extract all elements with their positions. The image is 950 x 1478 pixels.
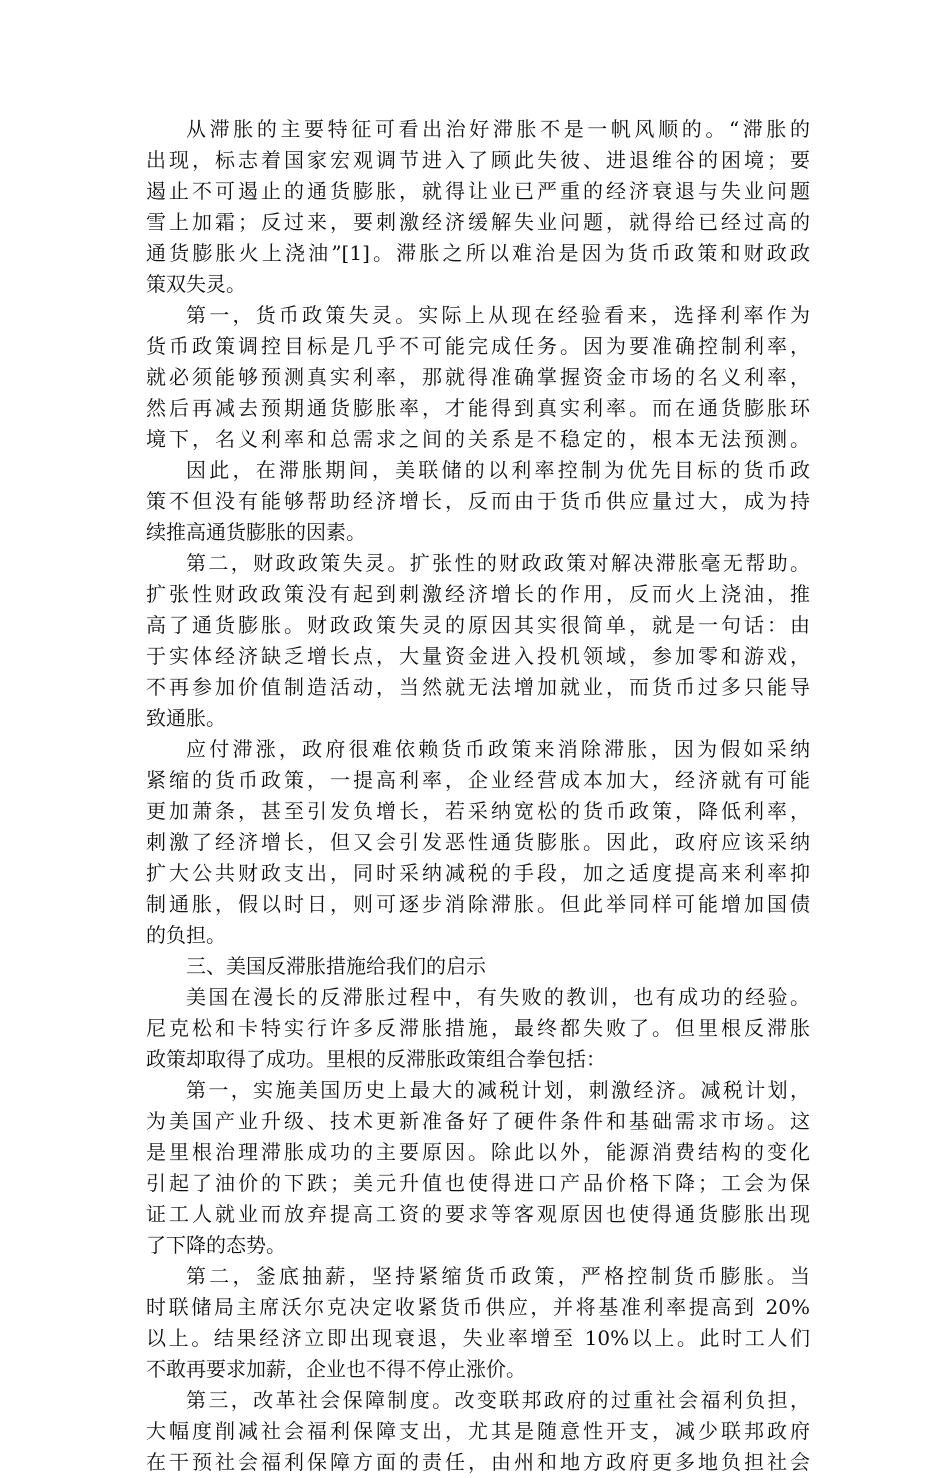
text-line: 出现，标志着国家宏观调节进入了顾此失彼、进退维谷的困境；要 xyxy=(146,148,810,172)
text-line: 证工人就业而放弃提高工资的要求等客观原因也使得通货膨胀出现 xyxy=(146,1202,810,1226)
text-line: 因此，在滞胀期间，美联储的以利率控制为优先目标的货币政 xyxy=(186,458,810,482)
text-line: 的负担。 xyxy=(146,923,226,947)
text-line: 然后再减去预期通货膨胀率，才能得到真实利率。而在通货膨胀环 xyxy=(146,396,810,420)
document-page xyxy=(146,114,810,1478)
text-line: 第二，釜底抽薪，坚持紧缩货币政策，严格控制货币膨胀。当 xyxy=(186,1264,810,1288)
text-line: 不再参加价值制造活动，当然就无法增加就业，而货币过多只能导 xyxy=(146,675,810,699)
text-line: 第三，改革社会保障制度。改变联邦政府的过重社会福利负担， xyxy=(186,1388,810,1412)
text-line: 货币政策调控目标是几乎不可能完成任务。因为要准确控制利率， xyxy=(146,334,810,358)
text-line: 制通胀，假以时日，则可逐步消除滞胀。但此举同样可能增加国债 xyxy=(146,892,810,916)
text-line: 策不但没有能够帮助经济增长，反而由于货币供应量过大，成为持 xyxy=(146,489,810,513)
text-line: 了下降的态势。 xyxy=(146,1233,286,1257)
text-line: 策双失灵。 xyxy=(146,272,246,296)
text-line: 雪上加霜；反过来，要刺激经济缓解失业问题，就得给已经过高的 xyxy=(146,210,810,234)
text-line: 大幅度削减社会福利保障支出，尤其是随意性开支，减少联邦政府 xyxy=(146,1419,810,1443)
text-line: 第一，货币政策失灵。实际上从现在经验看来，选择利率作为 xyxy=(186,303,810,327)
text-line: 以上。结果经济立即出现衰退，失业率增至 10%以上。此时工人们 xyxy=(146,1326,810,1350)
text-line: 第二，财政政策失灵。扩张性的财政政策对解决滞胀毫无帮助。 xyxy=(186,551,810,575)
text-line: 从滞胀的主要特征可看出治好滞胀不是一帆风顺的。“滞胀的 xyxy=(186,117,810,141)
text-line: 应付滞涨，政府很难依赖货币政策来消除滞胀，因为假如采纳 xyxy=(186,737,810,761)
text-line: 美国在漫长的反滞胀过程中，有失败的教训，也有成功的经验。 xyxy=(186,985,810,1009)
text-line: 扩张性财政政策没有起到刺激经济增长的作用，反而火上浇油，推 xyxy=(146,582,810,606)
text-line: 政策却取得了成功。里根的反滞胀政策组合拳包括： xyxy=(146,1047,606,1071)
text-line: 扩大公共财政支出，同时采纳减税的手段，加之适度提高来利率抑 xyxy=(146,861,810,885)
text-line: 境下，名义利率和总需求之间的关系是不稳定的，根本无法预测。 xyxy=(146,427,810,451)
text-line: 第一，实施美国历史上最大的减税计划，刺激经济。减税计划， xyxy=(186,1078,810,1102)
text-line: 引起了油价的下跌；美元升值也使得进口产品价格下降；工会为保 xyxy=(146,1171,810,1195)
text-line: 通货膨胀火上浇油”[1]。滞胀之所以难治是因为货币政策和财政政 xyxy=(146,241,810,265)
text-line: 时联储局主席沃尔克决定收紧货币供应，并将基准利率提高到 20% xyxy=(146,1295,810,1319)
text-line: 致通胀。 xyxy=(146,706,226,730)
text-line: 在干预社会福利保障方面的责任，由州和地方政府更多地负担社会 xyxy=(146,1450,810,1474)
text-line: 紧缩的货币政策，一提高利率，企业经营成本加大，经济就有可能 xyxy=(146,768,810,792)
text-line: 于实体经济缺乏增长点，大量资金进入投机领域，参加零和游戏， xyxy=(146,644,810,668)
text-line: 更加萧条，甚至引发负增长，若采纳宽松的货币政策，降低利率， xyxy=(146,799,810,823)
text-line: 高了通货膨胀。财政政策失灵的原因其实很简单，就是一句话：由 xyxy=(146,613,810,637)
text-line: 三、美国反滞胀措施给我们的启示 xyxy=(186,954,486,978)
text-line: 刺激了经济增长，但又会引发恶性通货膨胀。因此，政府应该采纳 xyxy=(146,830,810,854)
text-line: 为美国产业升级、技术更新准备好了硬件条件和基础需求市场。这 xyxy=(146,1109,810,1133)
text-line: 续推高通货膨胀的因素。 xyxy=(146,520,366,544)
text-line: 是里根治理滞胀成功的主要原因。除此以外，能源消费结构的变化 xyxy=(146,1140,810,1164)
text-line: 不敢再要求加薪，企业也不得不停止涨价。 xyxy=(146,1357,526,1381)
text-line: 遏止不可遏止的通货膨胀，就得让业已严重的经济衰退与失业问题 xyxy=(146,179,810,203)
text-line: 尼克松和卡特实行许多反滞胀措施，最终都失败了。但里根反滞胀 xyxy=(146,1016,810,1040)
text-line: 就必须能够预测真实利率，那就得准确掌握资金市场的名义利率， xyxy=(146,365,810,389)
